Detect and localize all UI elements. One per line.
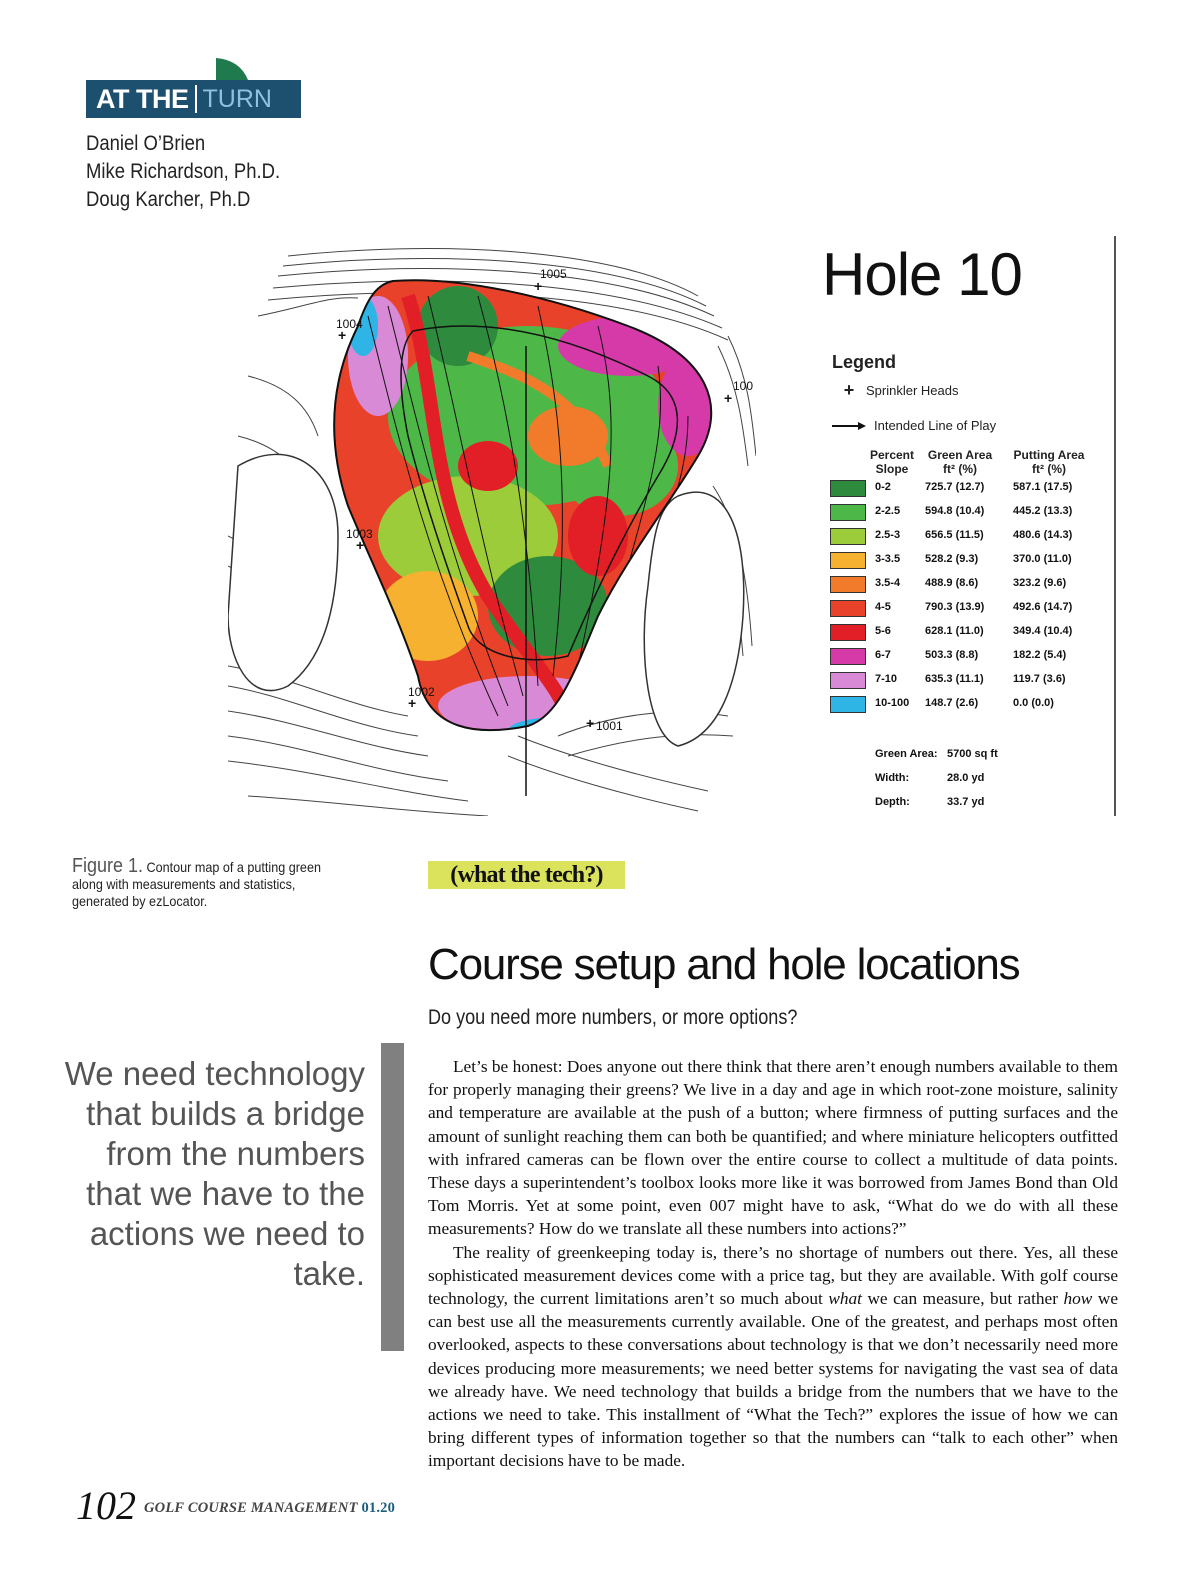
legend-sprinkler — [832, 380, 959, 401]
legend-line — [832, 418, 996, 433]
sprinkler-icon: + — [338, 327, 347, 343]
legend-sprinkler-label: Sprinkler Heads — [866, 383, 959, 398]
legend-green-value: 725.7 (12.7) — [925, 481, 985, 493]
article-headline: Course setup and hole locations — [428, 940, 1020, 989]
legend-swatch — [830, 600, 866, 617]
article-dek: Do you need more numbers, or more options? — [428, 1006, 798, 1029]
legend-swatch — [830, 504, 866, 521]
issue-date: 01.20 — [361, 1500, 396, 1516]
legend-swatch — [830, 480, 866, 497]
department-divider — [195, 85, 197, 113]
legend-swatch — [830, 672, 866, 689]
legend-putting-value: 492.6 (14.7) — [1013, 601, 1073, 613]
legend-row — [830, 502, 1100, 526]
legend-slope-value: 4-5 — [875, 601, 891, 613]
legend-slope-value: 3.5-4 — [875, 577, 901, 589]
body-paragraph: The reality of greenkeeping today is, there’s no shortage of numbers out there. Yes, all these sophisticated measurement devices come with a price tag, but they are available. With golf course technology, the current limitations aren’t so much about what we can measure, but rather how we can best use all the measurements currently available. One of the greatest, and perhaps most often overlooked, aspects to these conversations about technology is that we don’t necessarily need more devices producing more measurements; we need better systems for navigating the vast sea of data we already have. We need technology that builds a bridge from the numbers that we have to the actions we need to take. This installment of “What the Tech?” explores the issue of how we can bring different types of information together so that the numbers can “talk to each other” when important decisions have to be made. — [428, 1242, 1118, 1471]
legend-putting-value: 323.2 (9.6) — [1013, 577, 1067, 589]
stat-width: Width: 28.0 yd — [875, 772, 985, 784]
flag-icon — [216, 58, 248, 80]
sprinkler-icon: + — [534, 278, 543, 294]
legend-putting-value: 445.2 (13.3) — [1013, 505, 1073, 517]
publication-name: GOLF COURSE MANAGEMENT — [144, 1500, 358, 1516]
sprinkler-icon: + — [356, 537, 365, 553]
pull-quote-bar — [381, 1043, 404, 1351]
legend-slope-value: 2-2.5 — [875, 505, 901, 517]
legend-slope-value: 5-6 — [875, 625, 891, 637]
legend-slope-value: 6-7 — [875, 649, 891, 661]
green-contour-map — [228, 236, 756, 816]
article-body — [428, 1055, 1118, 1473]
legend-putting-value: 480.6 (14.3) — [1013, 529, 1073, 541]
legend-swatch — [830, 696, 866, 713]
stat-green-area: Green Area: 5700 sq ft — [875, 748, 998, 760]
legend-putting-value: 349.4 (10.4) — [1013, 625, 1073, 637]
legend-slope-value: 0-2 — [875, 481, 891, 493]
legend-green-value: 503.3 (8.8) — [925, 649, 979, 661]
legend-putting-value: 0.0 (0.0) — [1013, 697, 1054, 709]
plus-icon: + — [843, 380, 855, 400]
legend-green-value: 790.3 (13.9) — [925, 601, 985, 613]
sprinkler-icon: + — [586, 715, 595, 731]
page-number: 102 — [76, 1483, 136, 1528]
author: Mike Richardson, Ph.D. — [86, 160, 281, 183]
legend-column-putting: Putting Area ft² (%) — [1013, 448, 1085, 476]
legend-swatch — [830, 528, 866, 545]
legend-green-value: 635.3 (11.1) — [925, 673, 984, 685]
sprinkler-label: 100 — [733, 379, 754, 393]
pull-quote: We need technology that builds a bridge from the numbers that we have to the actions we need to take. — [64, 1055, 365, 1292]
section-tag: (what the tech?) — [428, 861, 625, 889]
sprinkler-label: 1004 — [336, 317, 363, 331]
legend-heading: Legend — [832, 352, 897, 372]
sprinkler-icon: + — [724, 390, 733, 406]
legend-swatch — [830, 552, 866, 569]
legend-row — [830, 598, 1100, 622]
legend-row — [830, 526, 1100, 550]
legend-slope-value: 3-3.5 — [875, 553, 901, 565]
author: Daniel O’Brien — [86, 132, 206, 155]
author-list — [86, 130, 280, 214]
publication-footer — [144, 1500, 395, 1517]
legend-swatch — [830, 648, 866, 665]
legend-putting-value: 182.2 (5.4) — [1013, 649, 1067, 661]
legend-line-label: Intended Line of Play — [874, 418, 997, 433]
hole-title: Hole 10 — [822, 241, 1022, 308]
arrow-right-icon — [832, 420, 866, 432]
department-strong: AT THE — [96, 83, 189, 114]
legend-slope-value: 7-10 — [875, 673, 898, 685]
sprinkler-label: 1002 — [408, 685, 435, 699]
legend-green-value: 628.1 (11.0) — [925, 625, 984, 637]
legend-green-value: 594.8 (10.4) — [925, 505, 985, 517]
sprinkler-label: 1001 — [596, 719, 623, 733]
stat-depth: Depth: 33.7 yd — [875, 796, 985, 808]
sprinkler-label: 1003 — [346, 527, 373, 541]
legend-putting-value: 587.1 (17.5) — [1013, 481, 1073, 493]
legend-row — [830, 646, 1100, 670]
legend-slope-value: 10-100 — [875, 697, 910, 709]
legend-row — [830, 670, 1100, 694]
legend-putting-value: 119.7 (3.6) — [1013, 673, 1066, 685]
figure-caption — [72, 855, 324, 910]
department-light: TURN — [202, 84, 272, 113]
department-label — [86, 80, 301, 118]
legend-row — [830, 478, 1100, 502]
legend-row — [830, 550, 1100, 574]
legend-swatch — [830, 576, 866, 593]
legend-swatch — [830, 624, 866, 641]
legend-slope-value: 2.5-3 — [875, 529, 901, 541]
body-paragraph: Let’s be honest: Does anyone out there think that there aren’t enough numbers available to them for properly managing their greens? We live in a day and age in which root-zone moisture, salinity and temperature are available at the push of a button; where firmness of putting surfaces and the amount of sunlight reaching them can both be quantified; and where miniature helicopters outfitted with infrared cameras can be flown over the entire course to collect a multitude of data points. These days a superintendent’s toolbox looks more like it was borrowed from James Bond than Old Tom Morris. Yet at some point, even 007 might have to ask, “What do we do with all these measurements? How do we translate all these numbers into actions?” — [428, 1057, 1118, 1239]
legend-green-value: 148.7 (2.6) — [925, 697, 979, 709]
figure-caption-text: Contour map of a putting green along with measurements and statistics, generated by ezLocator. — [72, 859, 321, 909]
legend-divider — [1114, 236, 1116, 816]
legend-putting-value: 370.0 (11.0) — [1013, 553, 1072, 565]
author: Doug Karcher, Ph.D — [86, 188, 251, 211]
legend-row — [830, 622, 1100, 646]
legend-row — [830, 574, 1100, 598]
legend-green-value: 528.2 (9.3) — [925, 553, 979, 565]
legend-green-value: 656.5 (11.5) — [925, 529, 984, 541]
bunker-left — [228, 454, 338, 690]
bunker-right — [644, 492, 743, 746]
sprinkler-label: 1005 — [540, 267, 567, 281]
legend-column-green: Green Area ft² (%) — [927, 448, 993, 476]
legend-row — [830, 694, 1100, 718]
figure-label: Figure 1. — [72, 855, 144, 877]
legend-green-value: 488.9 (8.6) — [925, 577, 979, 589]
legend-column-slope: Percent Slope — [869, 448, 915, 476]
sprinkler-icon: + — [408, 695, 417, 711]
